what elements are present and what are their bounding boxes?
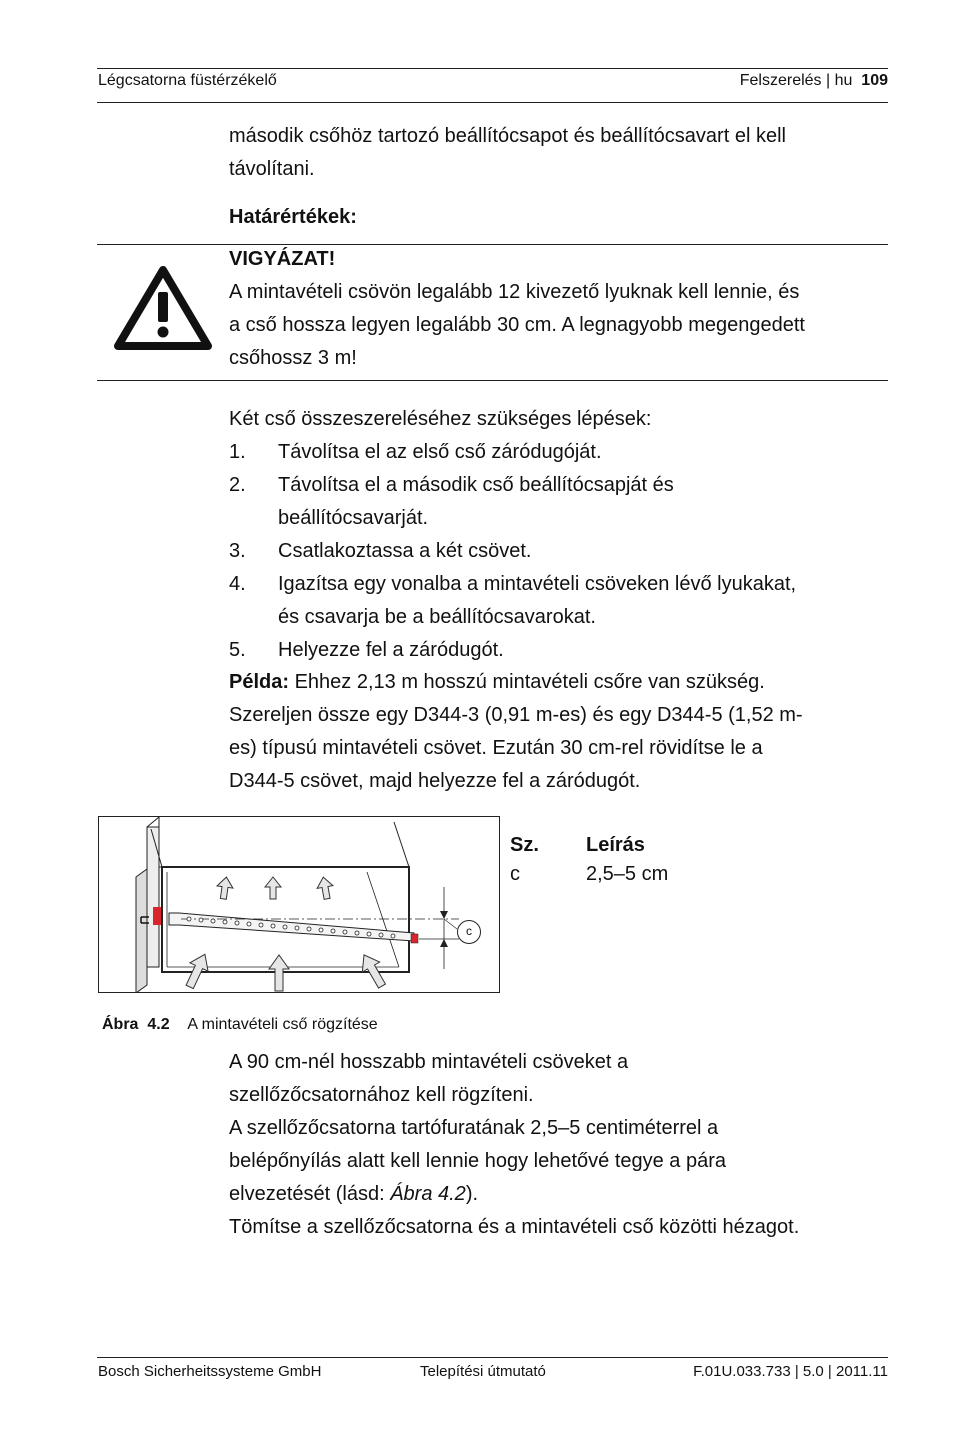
example-text: Ehhez 2,13 m hosszú mintavételi csőre van szükség. [289,671,765,693]
caption-text: A mintavételi cső rögzítése [187,1016,378,1033]
caution-bottom-rule [97,380,888,381]
page-number: 109 [861,72,888,89]
housing-plug [153,907,161,925]
limits-heading: Határértékek: [229,206,357,228]
paragraph-line: A 90 cm-nél hosszabb mintavételi csöveket a [229,1051,629,1073]
paragraph-line: Tömítse a szellőzőcsatorna és a mintavételi cső közötti hézagot. [229,1216,800,1238]
step-number: 5. [229,639,246,661]
legend-row-id: c [510,863,520,885]
caution-line: A mintavételi csövön legalább 12 kivezető lyuknak kell lennie, és [229,281,800,303]
header-section [740,72,888,90]
caution-text [229,243,805,375]
caution-line: a cső hossza legyen legalább 30 cm. A legnagyobb megengedett [229,314,805,336]
figure-frame [98,816,500,993]
step-text: Helyezze fel a záródugót. [278,639,504,661]
header-bottom-rule [97,102,888,103]
warning-triangle-icon [112,262,214,354]
caption-label: Ábra [102,1016,139,1033]
example-paragraph [229,666,803,798]
header-section-label: Felszerelés | hu [739,72,853,89]
intro-paragraph [229,120,786,186]
legend-header-id: Sz. [510,834,539,856]
paragraph-text: ). [465,1183,479,1205]
mounting-paragraph [229,1046,799,1244]
paragraph-text: elvezetését (lásd: [229,1183,391,1205]
step-text: beállítócsavarját. [278,507,429,529]
paragraph-line [229,1178,799,1211]
footer-doc-title: Telepítési útmutató [420,1363,546,1380]
intro-line: távolítani. [229,158,315,180]
paragraph-line: A szellőzőcsatorna tartófuratának 2,5–5 centiméterrel a [229,1117,719,1139]
wall [147,827,159,967]
step-number: 3. [229,540,246,562]
legend-header-desc: Leírás [586,834,645,856]
example-label: Példa: [229,671,290,693]
step-number: 1. [229,441,246,463]
step-text: Csatlakoztassa a két csövet. [278,540,532,562]
caption-number: 4.2 [147,1016,170,1033]
dimension-arrow [440,911,448,919]
caution-line: csőhossz 3 m! [229,347,357,369]
wall-side [136,869,147,992]
caution-title: VIGYÁZAT! [229,248,336,270]
footer-company: Bosch Sicherheitssysteme GmbH [98,1363,322,1380]
end-cap [411,934,418,943]
example-line: Szereljen össze egy D344-3 (0,91 m-es) és egy D344-5 (1,52 m- [229,704,803,726]
sampling-tube [169,913,414,941]
header-top-rule [97,68,888,69]
step-text: Távolítsa el az első cső záródugóját. [278,441,602,463]
footer-rule [97,1357,888,1358]
figure-caption [102,1016,378,1034]
step-text: Távolítsa el a második cső beállítócsapját és [278,474,674,496]
step-text: és csavarja be a beállítócsavarokat. [278,606,596,628]
step-number: 4. [229,573,246,595]
step-text: Igazítsa egy vonalba a mintavételi csöveken lévő lyukakat, [278,573,797,595]
example-line: D344-5 csövet, majd helyezze fel a záródugót. [229,770,641,792]
step-number: 2. [229,474,246,496]
header-title: Légcsatorna füstérzékelő [98,72,277,89]
steps-intro: Két cső összeszereléséhez szükséges lépések: [229,408,652,430]
callout-c: c [457,920,481,944]
legend-row-desc: 2,5–5 cm [586,863,669,885]
paragraph-line: szellőzőcsatornához kell rögzíteni. [229,1084,534,1106]
example-line: es) típusú mintavételi csövet. Ezután 30 cm-rel rövidítse le a [229,737,763,759]
intro-line: második csőhöz tartozó beállítócsapot és beállítócsavart el kell [229,125,786,147]
paragraph-line: belépőnyílás alatt kell lennie hogy lehetővé tegye a pára [229,1150,727,1172]
sampling-tube-diagram [99,817,499,992]
dimension-arrow [440,939,448,947]
figure-reference-link[interactable]: Ábra 4.2 [390,1183,466,1205]
footer-doc-id: F.01U.033.733 | 5.0 | 2011.11 [693,1363,888,1380]
